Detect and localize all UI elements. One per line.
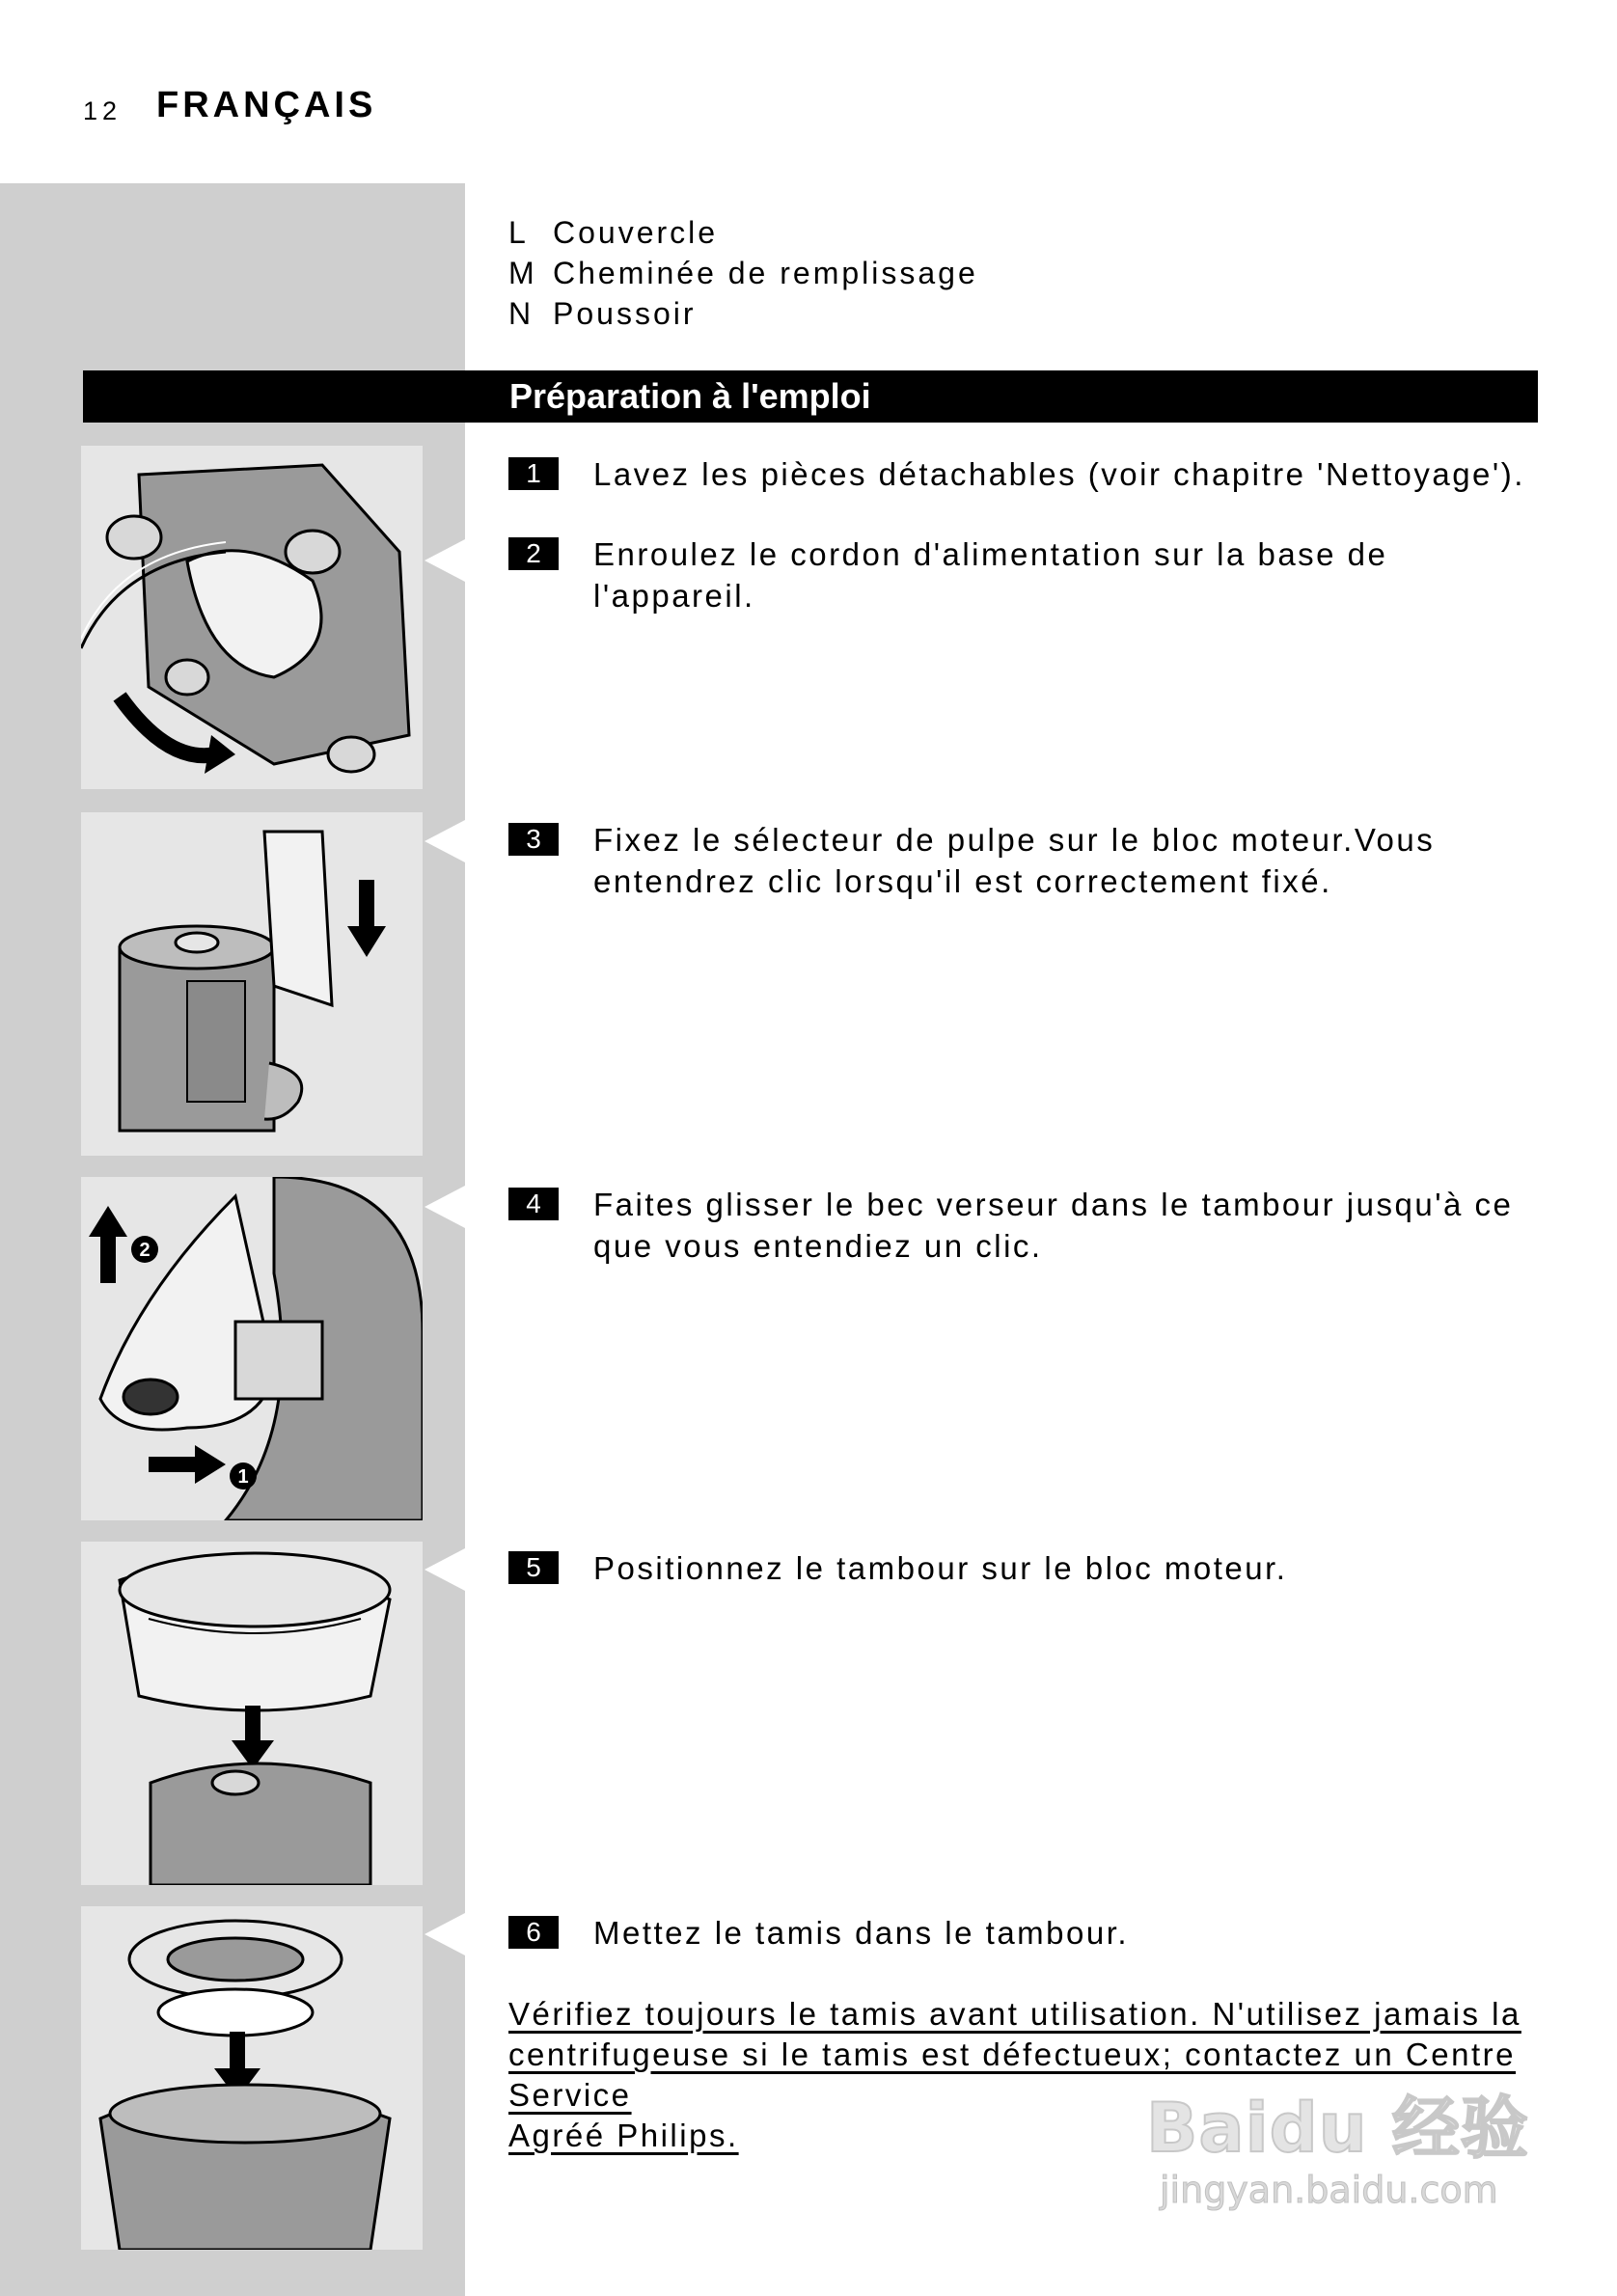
part-letter: N <box>508 296 534 331</box>
watermark-url: jingyan.baidu.com <box>1160 2169 1498 2211</box>
step-number-badge: 5 <box>508 1551 559 1584</box>
part-letter: M <box>508 256 537 290</box>
illustration-pulp-selector <box>81 812 423 1156</box>
step-text: Fixez le sélecteur de pulpe sur le bloc moteur.Vous entendrez clic lorsqu'il est correctement fixé. <box>593 822 1436 899</box>
step-number-badge: 2 <box>508 537 559 570</box>
step-6 <box>508 1912 1541 1954</box>
step-2 <box>508 533 1541 616</box>
part-letter: L <box>508 215 529 250</box>
section-heading-bar <box>83 370 1538 423</box>
illustration-pointer <box>425 1548 465 1591</box>
parts-list <box>508 212 978 334</box>
warning-line: Agréé Philips. <box>508 2118 739 2153</box>
page-number: 12 <box>83 96 123 125</box>
page-header <box>0 85 675 133</box>
spout-drawing <box>81 1177 423 1520</box>
step-number-badge: 3 <box>508 823 559 856</box>
part-item <box>508 212 978 253</box>
section-title: Préparation à l'emploi <box>509 376 871 416</box>
part-label: Poussoir <box>553 296 697 331</box>
figure-marker: 1 <box>237 1466 249 1488</box>
illustration-cord-winding <box>81 446 423 789</box>
illustration-pointer <box>425 820 465 862</box>
illustration-pointer <box>425 1913 465 1955</box>
sieve-drawing <box>81 1906 423 2250</box>
illustration-sieve <box>81 1906 423 2250</box>
illustration-pointer <box>425 539 465 582</box>
watermark-brand: Baidu 经验 <box>1146 2089 1529 2168</box>
drum-drawing <box>81 1542 423 1885</box>
warning-line: centrifugeuse si le tamis est défectueux; contactez un Centre Service <box>508 2036 1516 2113</box>
page-language-title: FRANÇAIS <box>156 85 377 125</box>
illustration-spout <box>81 1177 423 1520</box>
illustration-drum <box>81 1542 423 1885</box>
warning-line: Vérifiez toujours le tamis avant utilisation. N'utilisez jamais la <box>508 1996 1521 2032</box>
part-item <box>508 293 978 334</box>
pulp-selector-drawing <box>81 812 423 1156</box>
part-label: Couvercle <box>553 215 719 250</box>
step-text: Mettez le tamis dans le tambour. <box>593 1915 1130 1951</box>
step-text: Faites glisser le bec verseur dans le tambour jusqu'à ce que vous entendiez un clic. <box>593 1187 1514 1264</box>
step-text: Lavez les pièces détachables (voir chapitre 'Nettoyage'). <box>593 456 1525 492</box>
appliance-base-drawing <box>81 446 423 789</box>
step-number-badge: 4 <box>508 1188 559 1220</box>
baidu-watermark <box>1146 2074 1551 2219</box>
step-3 <box>508 819 1541 902</box>
step-5 <box>508 1547 1541 1589</box>
part-label: Cheminée de remplissage <box>553 256 978 290</box>
step-number-badge: 1 <box>508 457 559 490</box>
step-1 <box>508 453 1541 495</box>
step-4 <box>508 1184 1541 1267</box>
part-item <box>508 253 978 293</box>
figure-marker: 2 <box>139 1240 151 1261</box>
illustration-pointer <box>425 1186 465 1228</box>
step-text: Enroulez le cordon d'alimentation sur la base de l'appareil. <box>593 536 1388 614</box>
step-number-badge: 6 <box>508 1916 559 1949</box>
step-text: Positionnez le tambour sur le bloc moteur. <box>593 1550 1288 1586</box>
